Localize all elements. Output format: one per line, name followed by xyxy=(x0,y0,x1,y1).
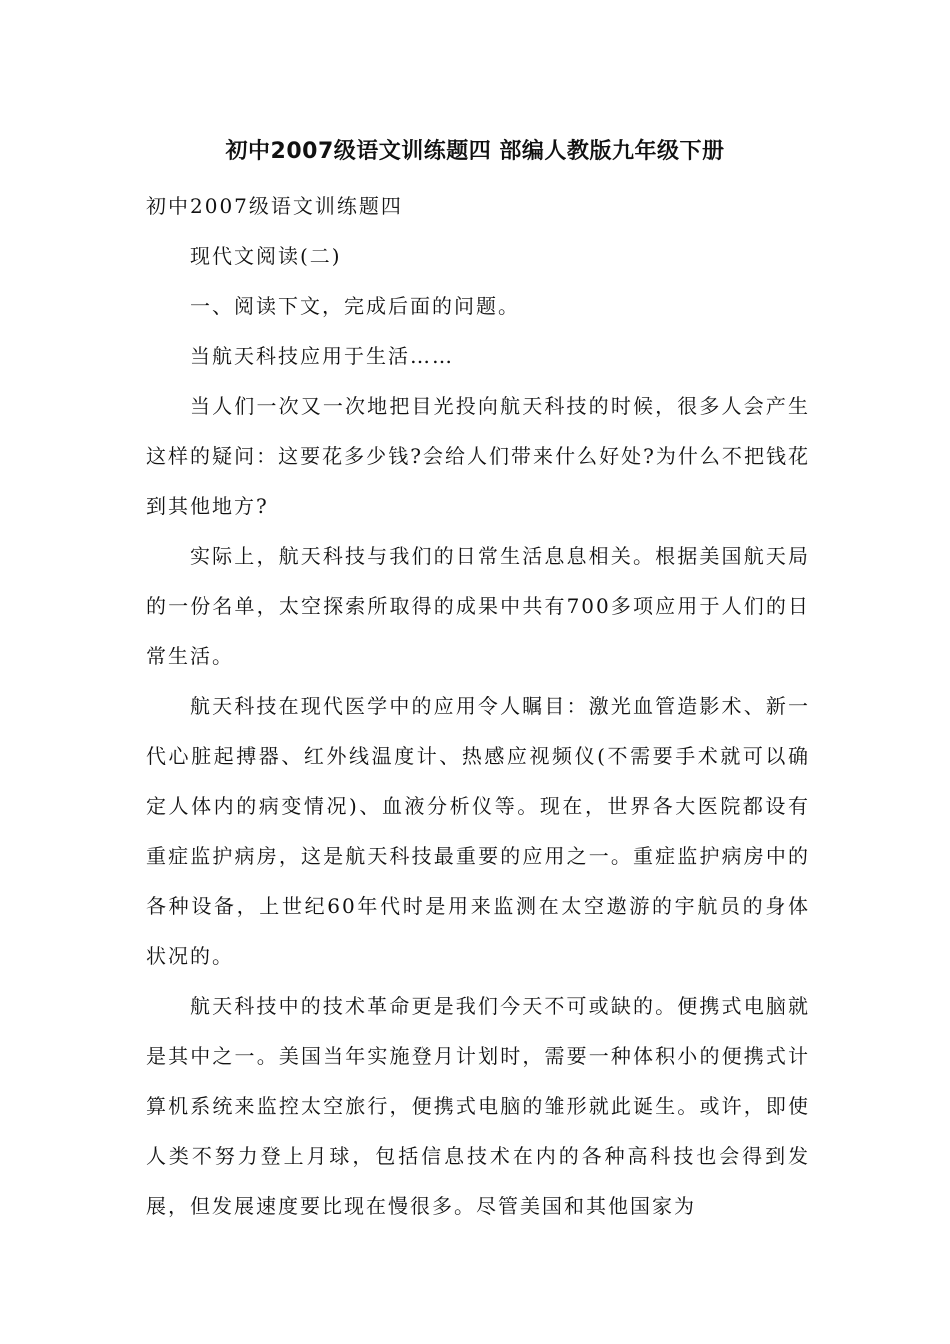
section-heading: 现代文阅读(二) xyxy=(190,244,342,268)
paragraph-2: 实际上，航天科技与我们的日常生活息息相关。根据美国航天局的一份名单，太空探索所取得的成果中共有700多项应用于人们的日常生活。 xyxy=(146,544,810,668)
document-body xyxy=(146,181,810,1231)
article-title: 当航天科技应用于生活…… xyxy=(190,344,454,368)
question-instruction: 一、阅读下文，完成后面的问题。 xyxy=(190,294,520,318)
paragraph-4: 航天科技中的技术革命更是我们今天不可或缺的。便携式电脑就是其中之一。美国当年实施登月计划时，需要一种体积小的便携式计算机系统来监控太空旅行，便携式电脑的雏形就此诞生。或许，即使人类不努力登上月球，包括信息技术在内的各种高科技也会得到发展，但发展速度要比现在慢很多。尽管美国和其他国家为 xyxy=(146,994,810,1218)
paragraph-3: 航天科技在现代医学中的应用令人瞩目：激光血管造影术、新一代心脏起搏器、红外线温度计、热感应视频仪(不需要手术就可以确定人体内的病变情况)、血液分析仪等。现在，世界各大医院都设有重症监护病房，这是航天科技最重要的应用之一。重症监护病房中的各种设备，上世纪60年代时是用来监测在太空遨游的宇航员的身体状况的。 xyxy=(146,694,810,968)
exam-subtitle: 初中2007级语文训练题四 xyxy=(146,194,403,218)
paragraph-1: 当人们一次又一次地把目光投向航天科技的时候，很多人会产生这样的疑问：这要花多少钱?会给人们带来什么好处?为什么不把钱花到其他地方? xyxy=(146,394,810,518)
document-title: 初中2007级语文训练题四 部编人教版九年级下册 xyxy=(225,139,725,164)
